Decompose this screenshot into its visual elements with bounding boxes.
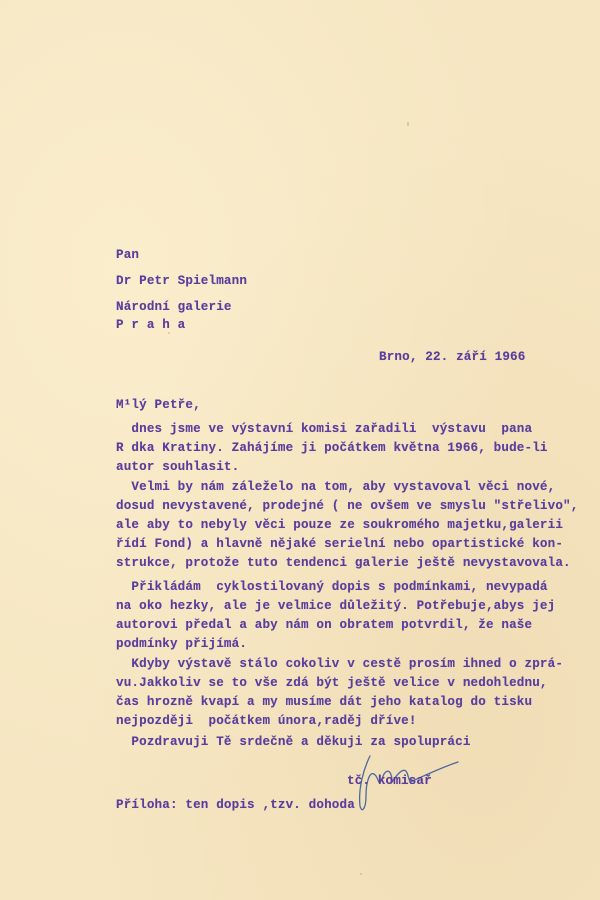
- signature-title: tč. komisař: [347, 774, 432, 788]
- body-line: čas hrozně kvapí a my musíme dát jeho katalog do tisku: [116, 695, 533, 709]
- paper-speck: [168, 332, 170, 334]
- paper-speck: [407, 122, 409, 126]
- greeting: M¹lý Petře,: [116, 398, 201, 412]
- body-line: vu.Jakkoliv se to vše zdá být ještě velice v nedohlednu,: [116, 676, 548, 690]
- body-line: dosud nevystavené, prodejné ( ne ovšem ve smyslu "střelivo",: [116, 499, 579, 513]
- body-line: autor souhlasit.: [116, 460, 240, 474]
- body-line: dnes jsme ve výstavní komisi zařadili výstavu pana: [116, 422, 533, 436]
- recipient-city: P r a h a: [116, 318, 186, 332]
- body-line: Pozdravuji Tě srdečně a děkuji za spolupráci: [116, 735, 471, 749]
- body-line: autorovi předal a aby nám on obratem potvrdil, že naše: [116, 618, 533, 632]
- body-line: nejpozději počátkem února,raděj dříve!: [116, 714, 417, 728]
- attachment-note: Příloha: ten dopis ,tzv. dohoda: [116, 798, 355, 812]
- body-line: Kdyby výstavě stálo cokoliv v cestě prosím ihned o zprá-: [116, 657, 564, 671]
- recipient-name: Dr Petr Spielmann: [116, 274, 248, 288]
- paper-speck: [360, 873, 362, 875]
- place-date: Brno, 22. září 1966: [379, 350, 526, 364]
- body-line: řídí Fond) a hlavně nějaké serielní nebo opartistické kon-: [116, 537, 564, 551]
- body-line: Přikládám cyklostilovaný dopis s podmínkami, nevypadá: [116, 580, 548, 594]
- recipient-title: Pan: [116, 248, 140, 262]
- body-line: R dka Kratiny. Zahájíme ji počátkem května 1966, bude-li: [116, 441, 548, 455]
- recipient-institution: Národní galerie: [116, 300, 232, 314]
- body-line: strukce, protože tuto tendenci galerie ještě nevystavovala.: [116, 556, 571, 570]
- body-line: podmínky přijímá.: [116, 637, 248, 651]
- body-line: ale aby to nebyly věci pouze ze soukromého majetku,galerii: [116, 518, 564, 532]
- body-line: Velmi by nám záleželo na tom, aby vystavoval věci nové,: [116, 480, 556, 494]
- body-line: na oko hezky, ale je velmice důležitý. Potřebuje,abys jej: [116, 599, 556, 613]
